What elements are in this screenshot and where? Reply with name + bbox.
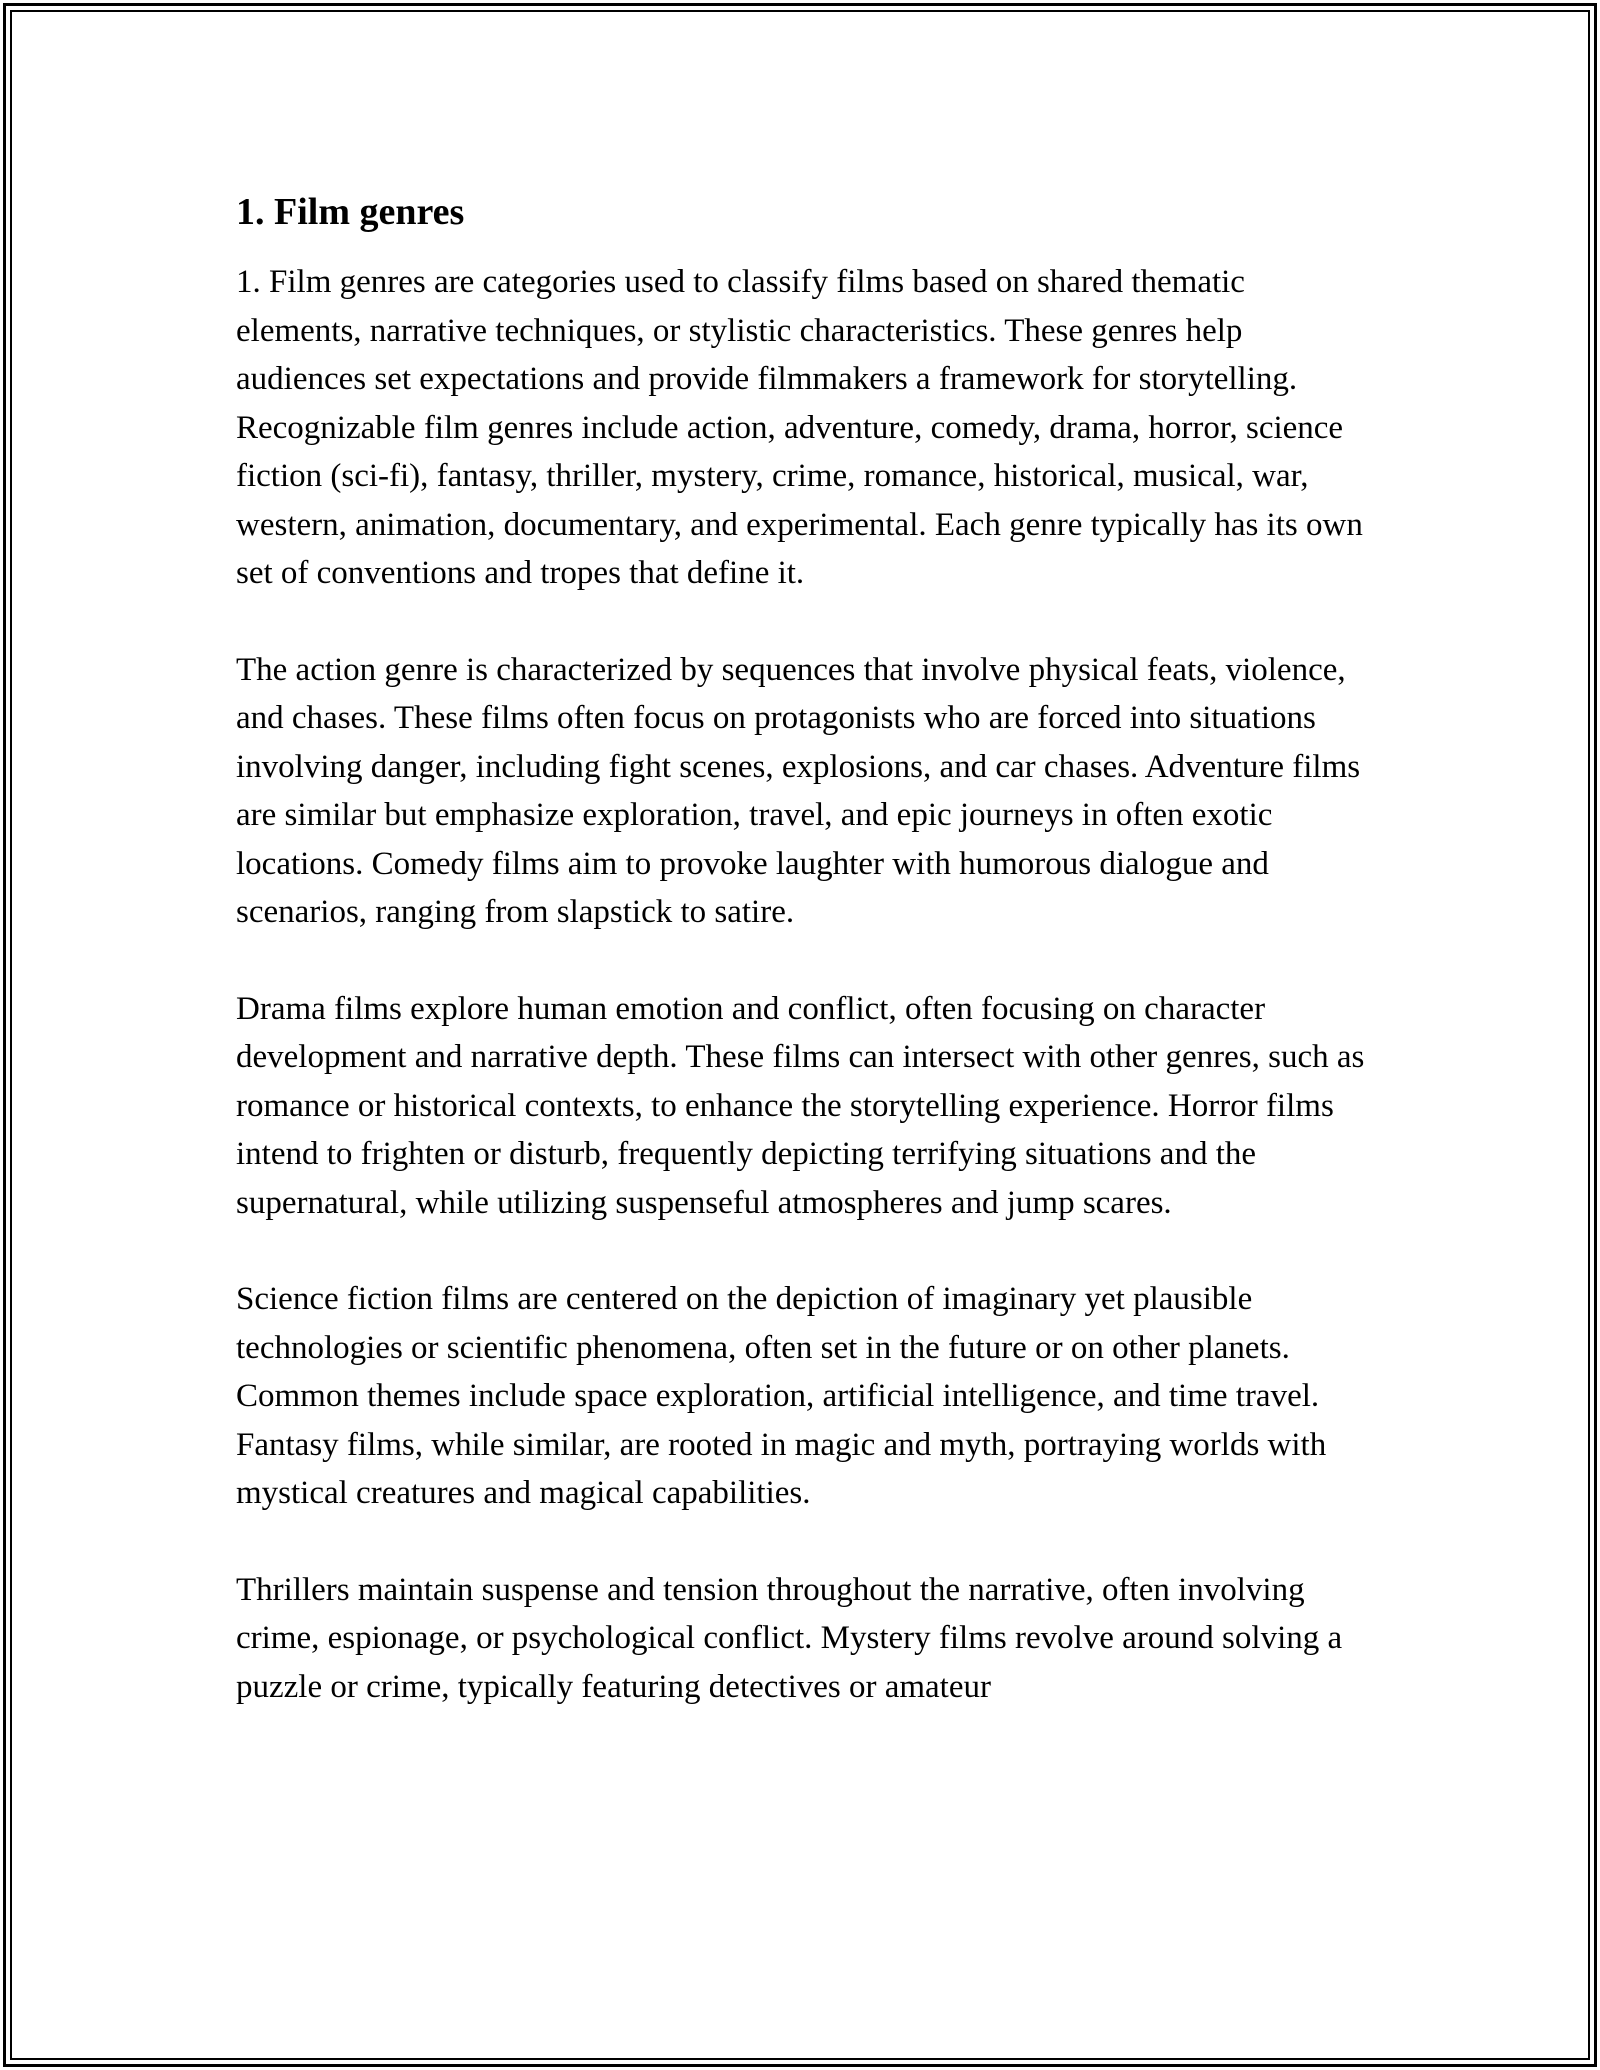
paragraph-scifi-fantasy: Science fiction films are centered on the depiction of imaginary yet plausible technologies or scientific phenomena, often set in the future or on other planets. Common themes include space exploration, artificial intelligence, and time travel. Fantasy films, while similar, are rooted in magic and myth, portraying worlds with mystical creatures and magical capabilities. <box>236 1281 1327 1511</box>
section-heading: 1. Film genres <box>236 191 465 233</box>
document-body <box>236 188 1366 1759</box>
paragraph-drama-horror: Drama films explore human emotion and conflict, often focusing on character development and narrative depth. These films can intersect with other genres, such as romance or historical contexts, to enhance the storytelling experience. Horror films intend to frighten or disturb, frequently depicting terrifying situations and the supernatural, while utilizing suspenseful atmospheres and jump scares. <box>236 990 1365 1221</box>
paragraph-action-adventure-comedy: The action genre is characterized by sequences that involve physical feats, violence, and chases. These films often focus on protagonists who are forced into situations involving danger, including fight scenes, explosions, and car chases. Adventure films are similar but emphasize exploration, travel, and epic journeys in often exotic locations. Comedy films aim to provoke laughter with humorous dialogue and scenarios, ranging from slapstick to satire. <box>236 651 1361 930</box>
paragraph-intro: 1. Film genres are categories used to classify films based on shared thematic elements, narrative techniques, or stylistic characteristics. These genres help audiences set expectations and provide filmmakers a framework for storytelling. Recognizable film genres include action, adventure, comedy, drama, horror, science fiction (sci-fi), fantasy, thriller, mystery, crime, romance, historical, musical, war, western, animation, documentary, and experimental. Each genre typically has its own set of conventions and tropes that define it. <box>236 264 1363 591</box>
paragraph-thriller-mystery: Thrillers maintain suspense and tension throughout the narrative, often involving crime, espionage, or psychological conflict. Mystery films revolve around solving a puzzle or crime, typically featuring detectives or amateur <box>236 1571 1343 1705</box>
